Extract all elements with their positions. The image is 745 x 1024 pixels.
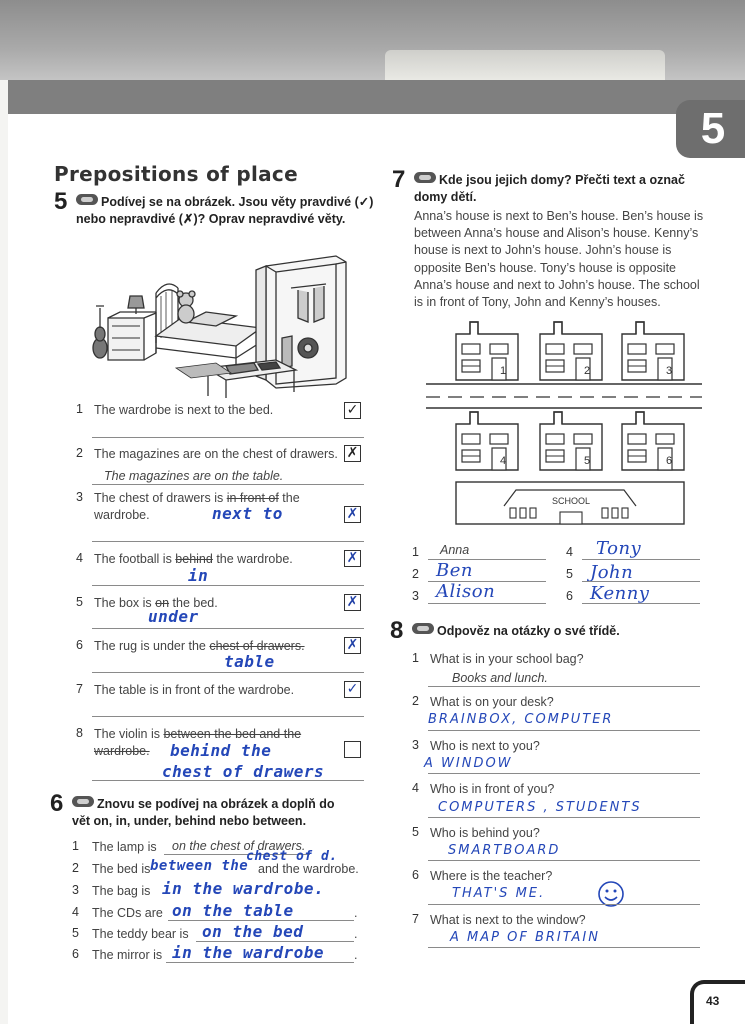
ex5-item-5-answer: under	[148, 607, 199, 626]
ex5-item-6-answer: table	[224, 652, 275, 671]
house-5	[540, 412, 602, 470]
ex6-item-6-answer: in the wardrobe	[172, 943, 324, 962]
ex6-item-5-answer: on the bed	[202, 922, 304, 941]
ex6-item-2-answer-above: chest of d.	[246, 849, 338, 864]
ex5-item-6-number: 6	[76, 638, 83, 652]
ex8-item-1-question: What is in your school bag?	[430, 652, 584, 666]
ex8-item-5-question: Who is behind you?	[430, 826, 540, 840]
school-label: SCHOOL	[552, 496, 591, 506]
answer-line	[428, 603, 546, 604]
answer-line	[196, 941, 354, 942]
ex6-item-4-post: .	[354, 906, 358, 920]
answer-line	[92, 672, 364, 673]
ex5-item-8-text: The violin is between the bed and the wardrobe.	[94, 727, 302, 758]
ex6-item-6-pre: The mirror is	[92, 948, 163, 962]
ex8-item-3-number: 3	[412, 738, 419, 752]
answer-line	[428, 904, 700, 905]
exercise-8-instruction: Odpověz na otázky o své třídě.	[412, 623, 620, 640]
ex5-item-4-answer: in	[188, 566, 209, 585]
answer-line	[582, 581, 700, 582]
ex5-item-3-text: The chest of drawers is in front of the wardrobe.	[94, 491, 300, 522]
ex5-item-3-number: 3	[76, 490, 83, 504]
exercise-7-number: 7	[392, 166, 406, 193]
answer-line	[166, 962, 354, 963]
ex8-item-6-answer: THAT'S ME.	[452, 886, 546, 901]
ex6-item-3-number: 3	[72, 883, 79, 897]
ex5-item-5-number: 5	[76, 595, 83, 609]
house-2	[540, 322, 602, 380]
bedroom-picture	[86, 248, 356, 398]
ex5-item-7-text: The table is in front of the wardrobe.	[94, 683, 295, 697]
ex8-item-1-answer: Books and lunch.	[452, 671, 548, 685]
ex5-item-2-correction: The magazines are on the table.	[104, 469, 284, 483]
answer-line	[428, 860, 700, 861]
ex7-answer-5-number: 5	[566, 567, 573, 581]
ex5-item-8-checkbox[interactable]	[344, 741, 361, 758]
answer-line	[92, 585, 364, 586]
ex8-item-4-number: 4	[412, 781, 419, 795]
ex5-item-3-answer: next to	[212, 504, 283, 523]
exercise-6-number: 6	[50, 790, 64, 817]
ex6-item-1-answer: on the chest of drawers.	[172, 839, 306, 853]
house-6	[622, 412, 684, 470]
answer-line	[428, 773, 700, 774]
answer-line	[168, 920, 354, 921]
page-top-shadow	[0, 0, 745, 80]
ex7-answer-2-name: Ben	[436, 560, 473, 581]
ex7-answer-4-number: 4	[566, 545, 573, 559]
unit-number: 5	[700, 104, 726, 153]
ex6-item-6-post: .	[354, 948, 358, 962]
ex8-item-6-number: 6	[412, 868, 419, 882]
ex8-item-1-number: 1	[412, 651, 419, 665]
house-4	[456, 412, 518, 470]
house-2-label: 2	[584, 365, 591, 377]
ex6-item-5-post: .	[354, 927, 358, 941]
answer-line	[92, 716, 364, 717]
ex7-answer-3-number: 3	[412, 589, 419, 603]
ex5-item-1-checkbox[interactable]: ✓	[344, 402, 361, 419]
ex6-item-5-pre: The teddy bear is	[92, 927, 189, 941]
ex8-item-6-question: Where is the teacher?	[430, 869, 553, 883]
paper-edge	[385, 50, 665, 80]
ex5-item-2-number: 2	[76, 446, 83, 460]
ex7-answer-4-name: Tony	[596, 538, 642, 559]
ex6-item-4-answer: on the table	[172, 901, 294, 920]
audio-cd-icon	[72, 796, 94, 807]
answer-line	[92, 628, 364, 629]
ex5-item-2-text: The magazines are on the chest of drawers.	[94, 447, 338, 461]
answer-line	[92, 437, 364, 438]
ex8-item-5-answer: SMARTBOARD	[448, 843, 561, 858]
ex5-item-6-checkbox[interactable]: ✗	[344, 637, 361, 654]
ex5-item-1-number: 1	[76, 402, 83, 416]
page-number-marker	[690, 980, 745, 1024]
house-6-label: 6	[666, 455, 673, 467]
ex7-answer-5-name: John	[590, 562, 634, 583]
ex6-item-3-pre: The bag is	[92, 884, 151, 898]
exercise-6-instruction: Znovu se podívej na obrázek a doplň do vět on, in, under, behind nebo between.	[72, 797, 335, 828]
ex5-item-4-checkbox[interactable]: ✗	[344, 550, 361, 567]
ex7-answer-6-number: 6	[566, 589, 573, 603]
ex8-item-2-question: What is on your desk?	[430, 695, 554, 709]
ex7-answer-2-number: 2	[412, 567, 419, 581]
house-1-label: 1	[500, 365, 507, 377]
house-4-label: 4	[500, 455, 507, 467]
ex6-item-5-number: 5	[72, 926, 79, 940]
exercise-5-instruction: Podívej se na obrázek. Jsou věty pravdivé (✓) nebo nepravdivé (✗)? Oprav nepravdivé věty.	[76, 195, 374, 226]
ex5-item-8-answer-2: chest of drawers	[162, 762, 325, 781]
ex5-item-7-checkbox[interactable]: ✓	[344, 681, 361, 698]
house-5-label: 5	[584, 455, 591, 467]
ex5-item-5-checkbox[interactable]: ✗	[344, 594, 361, 611]
ex5-item-7-number: 7	[76, 682, 83, 696]
ex5-item-5-text: The box is on the bed.	[94, 596, 218, 610]
exercise-5-number: 5	[54, 188, 68, 215]
ex8-item-7-answer: A MAP OF BRITAIN	[450, 930, 600, 945]
ex6-item-2-answer: between the	[150, 858, 249, 874]
answer-line	[428, 686, 700, 687]
ex6-item-4-pre: The CDs are	[92, 906, 163, 920]
answer-line	[428, 730, 700, 731]
house-3-label: 3	[666, 365, 673, 377]
house-1	[456, 322, 518, 380]
ex8-item-2-number: 2	[412, 694, 419, 708]
house-3	[622, 322, 684, 380]
answer-line	[582, 559, 700, 560]
ex5-item-4-text: The football is behind the wardrobe.	[94, 552, 293, 566]
audio-cd-icon	[412, 623, 434, 634]
ex8-item-3-question: Who is next to you?	[430, 739, 540, 753]
ex7-answer-6-name: Kenny	[590, 583, 650, 604]
ex8-item-2-answer: BRAINBOX, COMPUTER	[428, 712, 614, 727]
answer-line	[428, 817, 700, 818]
ex5-item-8-answer-1: behind the	[170, 741, 272, 760]
ex5-item-8-number: 8	[76, 726, 83, 740]
ex5-item-1-text: The wardrobe is next to the bed.	[94, 403, 274, 417]
exercise-7-text: Anna’s house is next to Ben’s house. Ben’s house is between Anna’s house and Alison’s house. Kenny’s house is next to John’s house. John’s house is opposite Ben’s house. Tony’s house is opposite Anna’s house and next to John’s house. The school is in front of Tony, John and Kenny’s houses.	[414, 209, 704, 310]
page-number: 43	[706, 994, 720, 1008]
ex7-answer-3-name: Alison	[436, 581, 496, 602]
ex6-item-2-pre: The bed is	[92, 862, 151, 876]
ex8-item-7-number: 7	[412, 912, 419, 926]
answer-line	[92, 484, 364, 485]
ex5-item-3-checkbox[interactable]: ✗	[344, 506, 361, 523]
ex8-item-3-answer: A WINDOW	[424, 756, 513, 771]
answer-line	[92, 541, 364, 542]
ex7-answer-1-number: 1	[412, 545, 419, 559]
exercise-8-number: 8	[390, 617, 404, 644]
ex6-item-4-number: 4	[72, 905, 79, 919]
ex8-item-5-number: 5	[412, 825, 419, 839]
ex8-item-7-question: What is next to the window?	[430, 913, 586, 927]
audio-cd-icon	[76, 194, 98, 205]
ex5-item-2-checkbox[interactable]: ✗	[344, 445, 361, 462]
ex5-item-4-number: 4	[76, 551, 83, 565]
houses-map	[422, 318, 712, 533]
answer-line	[92, 780, 364, 781]
answer-line	[428, 947, 700, 948]
ex6-item-1-number: 1	[72, 839, 79, 853]
ex6-item-3-answer: in the wardrobe.	[162, 879, 325, 898]
audio-cd-icon	[414, 172, 436, 183]
section-title: Prepositions of place	[54, 162, 298, 186]
ex6-item-6-number: 6	[72, 947, 79, 961]
ex7-answer-1-name: Anna	[440, 543, 470, 557]
ex8-item-4-question: Who is in front of you?	[430, 782, 555, 796]
header-band	[8, 80, 745, 114]
ex6-item-1-pre: The lamp is	[92, 840, 157, 854]
ex6-item-2-post: and the wardrobe.	[258, 862, 359, 876]
answer-line	[582, 603, 700, 604]
ex6-item-2-number: 2	[72, 861, 79, 875]
ex5-item-6-text: The rug is under the chest of drawers.	[94, 639, 305, 653]
exercise-7-instruction: Kde jsou jejich domy? Přečti text a označ domy dětí.	[414, 173, 685, 204]
ex8-item-4-answer: COMPUTERS , STUDENTS	[438, 800, 642, 815]
